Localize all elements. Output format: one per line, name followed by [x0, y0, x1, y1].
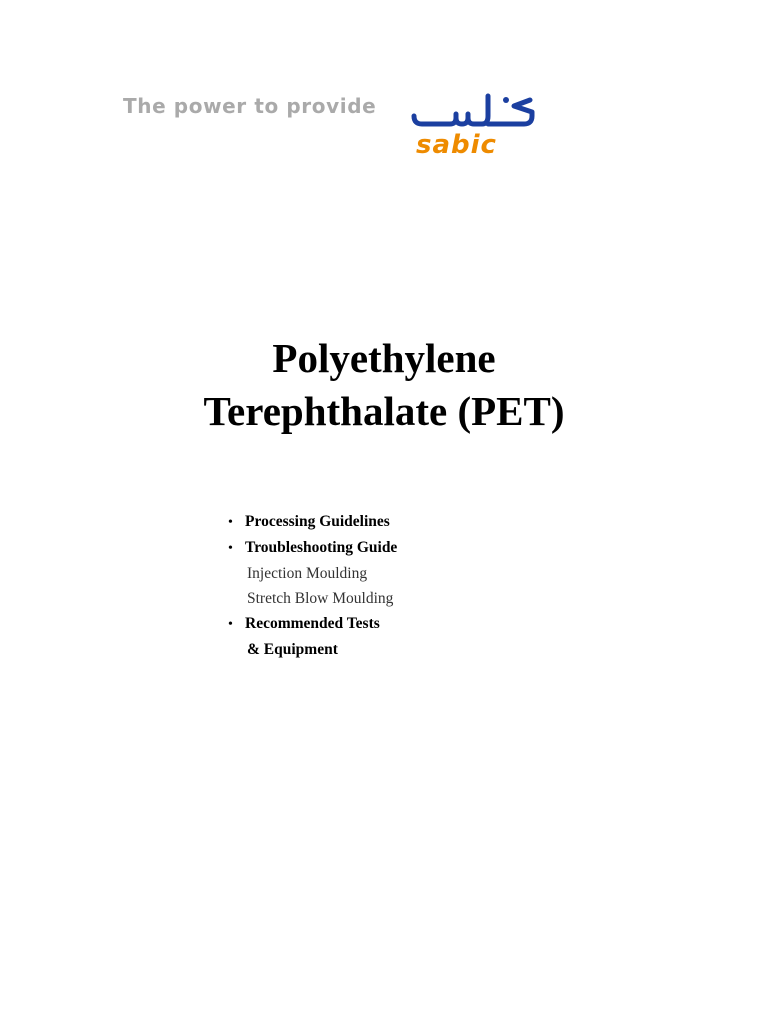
list-item-label: Troubleshooting Guide — [245, 539, 398, 556]
title-line-2: Terephthalate (PET) — [203, 388, 565, 434]
list-item — [228, 611, 397, 637]
list-subitem: Stretch Blow Moulding — [247, 590, 394, 607]
list-item — [228, 535, 397, 561]
contents-list — [228, 509, 397, 662]
list-subitem: Injection Moulding — [247, 565, 368, 582]
sabic-arabic-logotype-icon — [410, 92, 536, 132]
sabic-logo — [408, 92, 538, 166]
tagline: The power to provide — [123, 94, 377, 118]
title-line-1: Polyethylene — [272, 335, 496, 381]
document-title — [0, 332, 768, 438]
bullet-icon: • — [228, 617, 233, 632]
list-item — [228, 509, 397, 535]
list-item-continuation: & Equipment — [247, 641, 338, 658]
bullet-icon: • — [228, 541, 233, 556]
list-item-label: Recommended Tests — [245, 615, 380, 632]
sabic-latin-logotype: sabic — [416, 130, 497, 160]
list-item-label: Processing Guidelines — [245, 513, 390, 530]
bullet-icon: • — [228, 515, 233, 530]
